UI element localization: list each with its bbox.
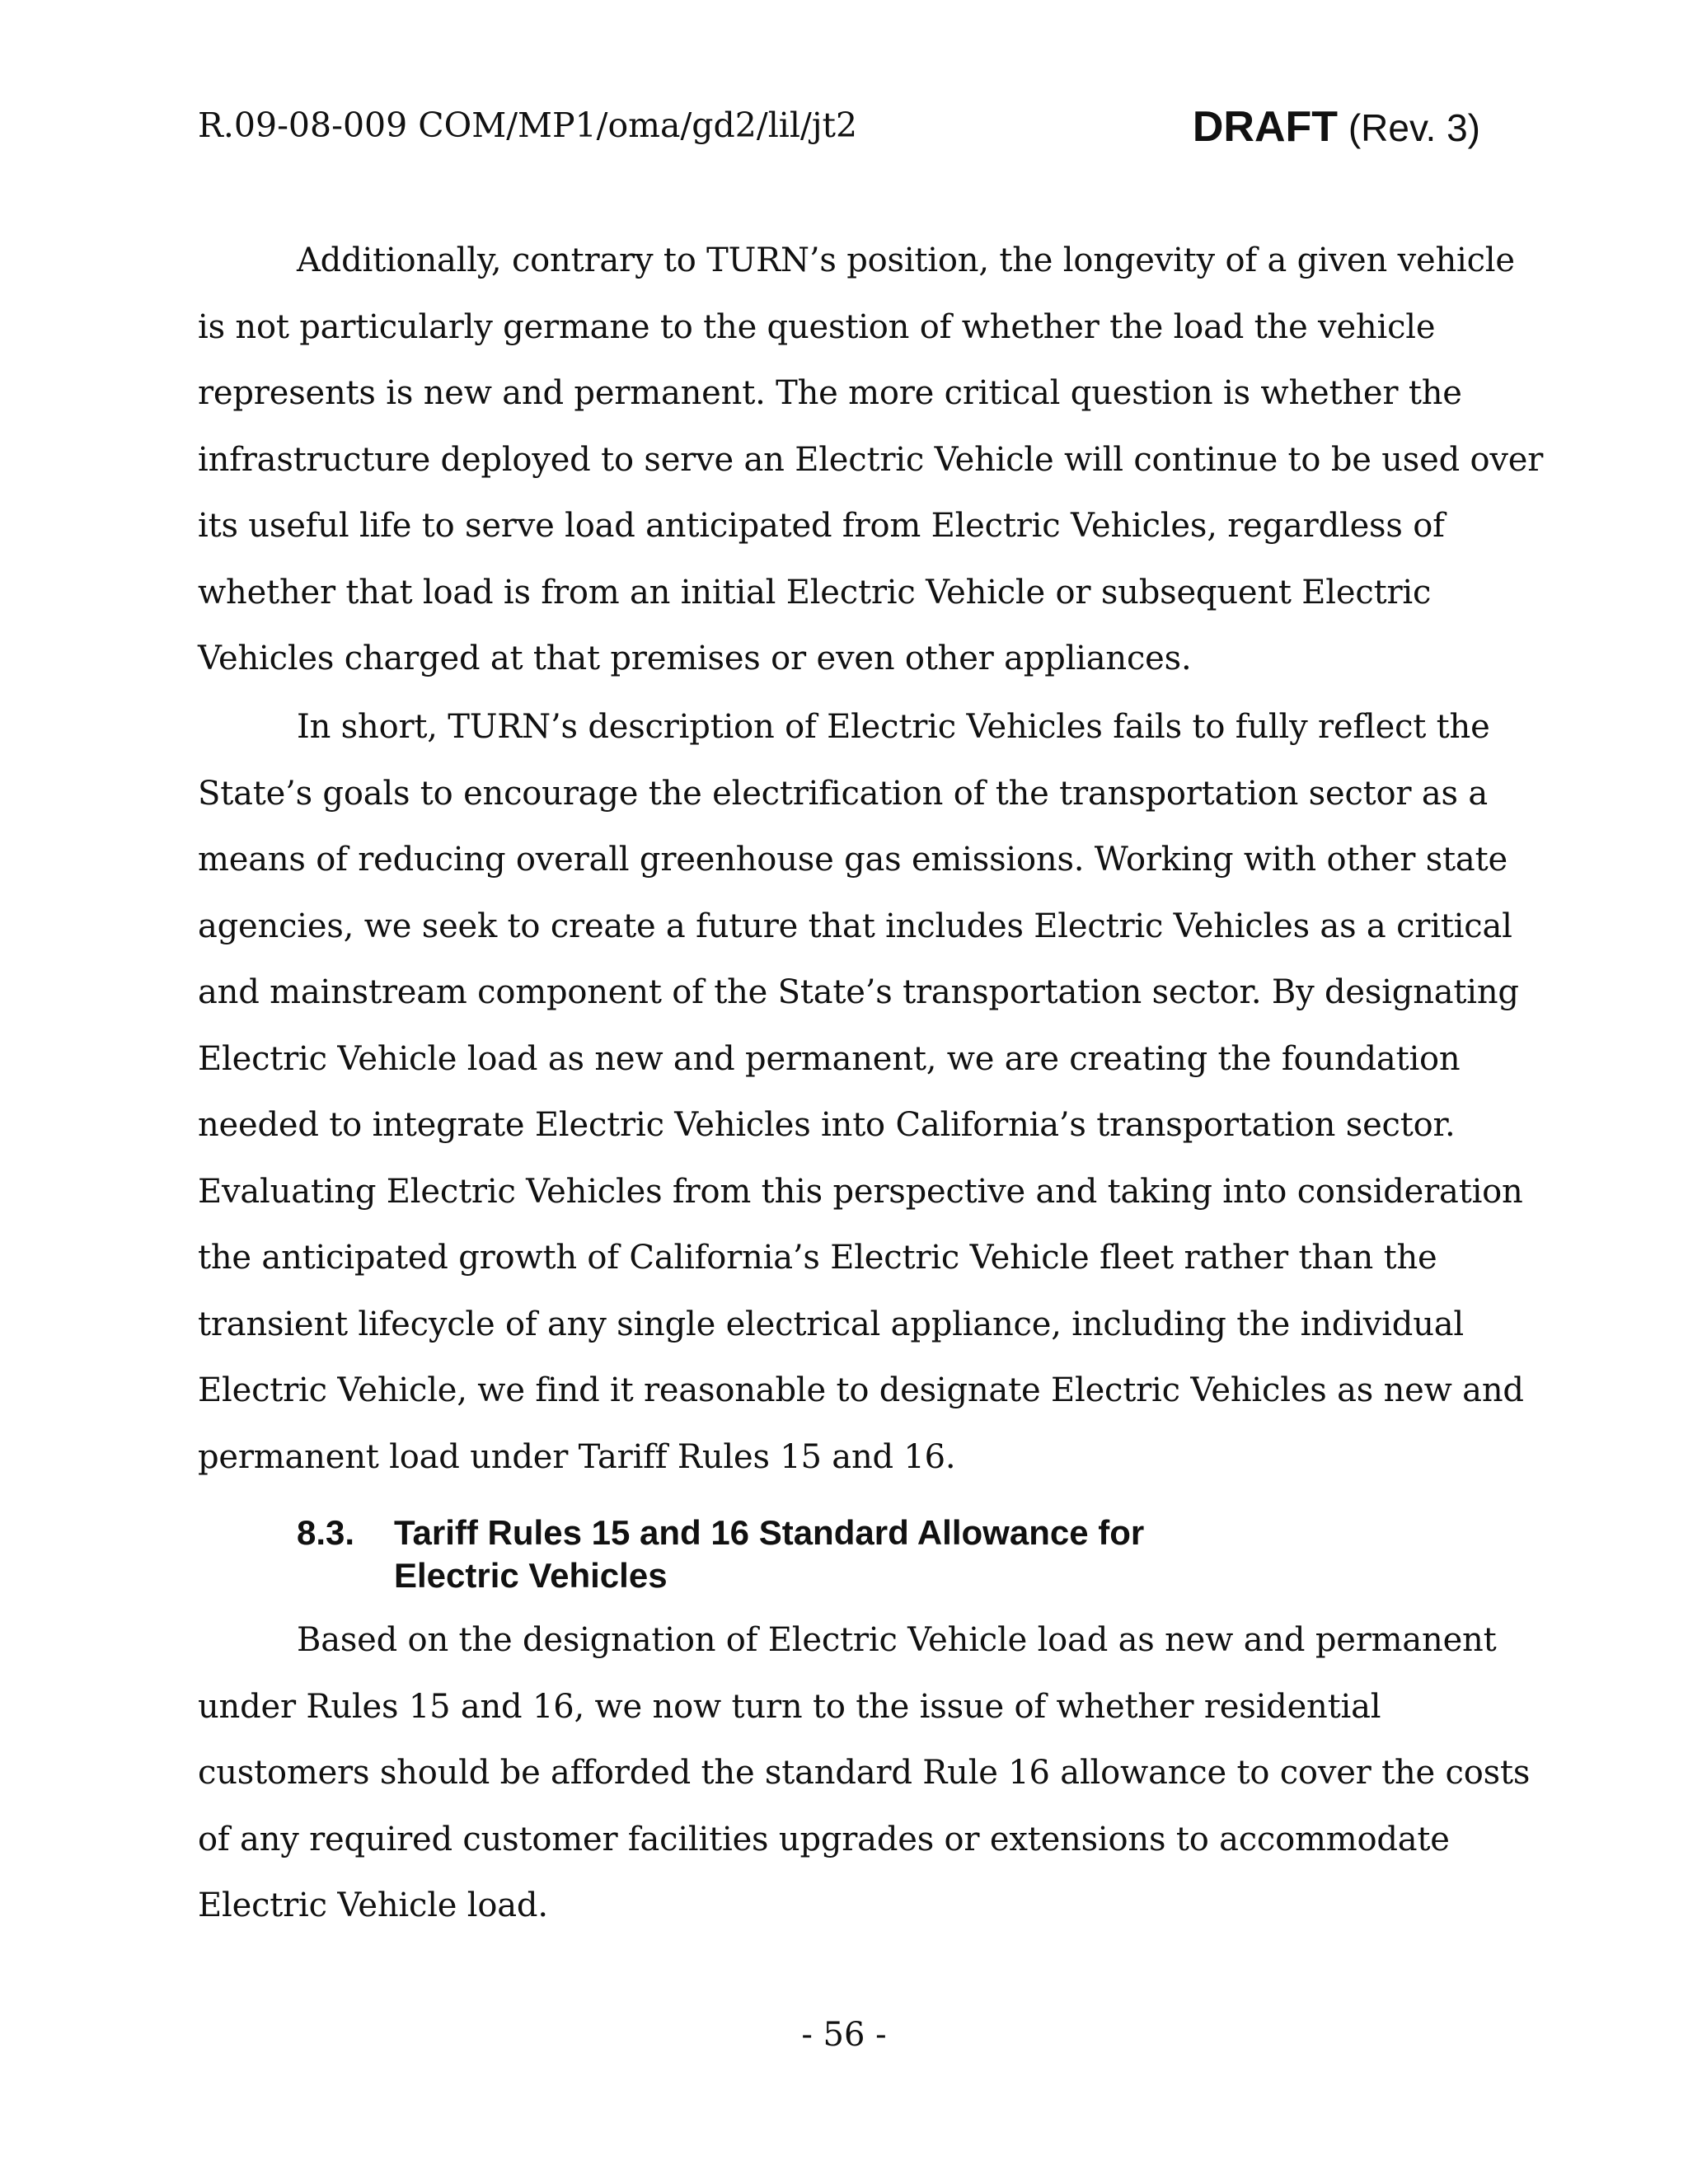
paragraph-line: is not particularly germane to the question of whether the load the vehicle <box>198 307 1436 346</box>
paragraph-line: and mainstream component of the State’s transportation sector. By designating <box>198 973 1519 1011</box>
paragraph-line: Electric Vehicle load as new and permanent, we are creating the foundation <box>198 1039 1461 1078</box>
paragraph-line: In short, TURN’s description of Electric Vehicles fails to fully reflect the <box>297 708 1490 746</box>
section-title-line: Electric Vehicles <box>394 1556 668 1595</box>
paragraph-line: under Rules 15 and 16, we now turn to the issue of whether residential <box>198 1687 1381 1726</box>
page-number: - 56 - <box>801 2016 887 2054</box>
paragraph-2 <box>198 694 1524 1490</box>
paragraph-line: agencies, we seek to create a future that includes Electric Vehicles as a critical <box>198 907 1512 945</box>
paragraph-line: the anticipated growth of California’s Electric Vehicle fleet rather than the <box>198 1239 1437 1277</box>
paragraph-line: Vehicles charged at that premises or even other appliances. <box>198 640 1192 677</box>
paragraph-line: of any required customer facilities upgrades or extensions to accommodate <box>198 1820 1450 1858</box>
paragraph-line: Evaluating Electric Vehicles from this perspective and taking into consideration <box>198 1172 1523 1211</box>
paragraph-line: needed to integrate Electric Vehicles into California’s transportation sector. <box>198 1106 1456 1144</box>
paragraph-line: its useful life to serve load anticipated from Electric Vehicles, regardless of <box>198 507 1445 545</box>
docket-header: R.09-08-009 COM/MP1/oma/gd2/lil/jt2 <box>198 105 858 145</box>
paragraph-line: transient lifecycle of any single electrical appliance, including the individual <box>198 1305 1464 1343</box>
paragraph-line: infrastructure deployed to serve an Electric Vehicle will continue to be used over <box>198 440 1544 479</box>
paragraph-line: permanent load under Tariff Rules 15 and 16. <box>198 1437 956 1476</box>
paragraph-line: State’s goals to encourage the electrification of the transportation sector as a <box>198 774 1488 813</box>
draft-label: DRAFT <box>1192 103 1339 151</box>
paragraph-line: Based on the designation of Electric Vehicle load as new and permanent <box>297 1621 1497 1659</box>
paragraph-line: Additionally, contrary to TURN’s position, the longevity of a given vehicle <box>297 241 1515 279</box>
paragraph-line: customers should be afforded the standard Rule 16 allowance to cover the costs <box>198 1754 1531 1792</box>
paragraph-3 <box>198 1607 1531 1939</box>
revision-label: (Rev. 3) <box>1348 106 1480 149</box>
paragraph-line: represents is new and permanent. The more critical question is whether the <box>198 374 1462 412</box>
paragraph-line: whether that load is from an initial Electric Vehicle or subsequent Electric <box>198 573 1432 612</box>
paragraph-1 <box>198 227 1544 692</box>
paragraph-line: Electric Vehicle load. <box>198 1886 548 1924</box>
section-title <box>394 1511 1144 1597</box>
section-title-line: Tariff Rules 15 and 16 Standard Allowance for <box>394 1513 1145 1552</box>
paragraph-line: Electric Vehicle, we find it reasonable to designate Electric Vehicles as new and <box>198 1371 1524 1409</box>
draft-header <box>1193 102 1480 152</box>
section-number: 8.3. <box>297 1513 355 1552</box>
paragraph-line: means of reducing overall greenhouse gas emissions. Working with other state <box>198 841 1507 879</box>
